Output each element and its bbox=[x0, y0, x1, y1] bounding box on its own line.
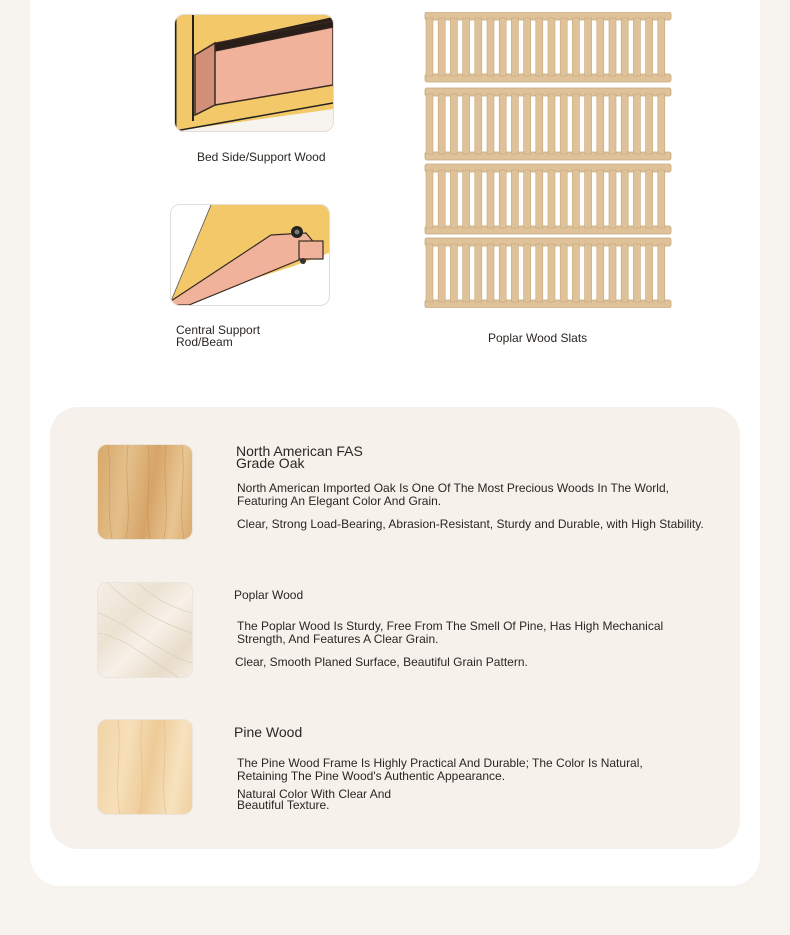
poplar-description: The Poplar Wood Is Sturdy, Free From The Smell Of Pine, Has High Mechanical Strength, And Features A Clear Grain. bbox=[237, 619, 664, 646]
poplar-title: Poplar Wood bbox=[234, 588, 304, 602]
pine-description: The Pine Wood Frame Is Highly Practical And Durable; The Color Is Natural, Retaining The Pine Wood's Authentic Appearance. bbox=[237, 756, 643, 783]
poplar-features: Clear, Smooth Planed Surface, Beautiful Grain Pattern. bbox=[235, 655, 528, 669]
slats-caption: Poplar Wood Slats bbox=[488, 331, 588, 345]
pine-features: Natural Color With Clear And Beautiful Texture. bbox=[237, 787, 392, 812]
side-wood-caption: Bed Side/Support Wood bbox=[197, 150, 326, 164]
oak-swatch bbox=[97, 444, 193, 540]
side-wood-illustration bbox=[174, 14, 334, 132]
pine-title: Pine Wood bbox=[234, 724, 303, 740]
slat-panel bbox=[425, 238, 671, 308]
slat-panel bbox=[425, 88, 671, 160]
poplar-swatch bbox=[97, 582, 193, 678]
oak-description: North American Imported Oak Is One Of The Most Precious Woods In The World, Featuring An Elegant Color And Grain. bbox=[237, 481, 669, 508]
central-rod-caption: Central Support Rod/Beam bbox=[176, 323, 261, 349]
oak-features: Clear, Strong Load-Bearing, Abrasion-Resistant, Sturdy and Durable, with High Stability. bbox=[237, 517, 704, 531]
slat-panel bbox=[425, 164, 671, 234]
oak-title: North American FAS Grade Oak bbox=[236, 443, 363, 471]
central-rod-illustration bbox=[170, 204, 330, 306]
slat-panel bbox=[425, 12, 671, 82]
pine-swatch bbox=[97, 719, 193, 815]
slats-illustration bbox=[424, 12, 672, 308]
